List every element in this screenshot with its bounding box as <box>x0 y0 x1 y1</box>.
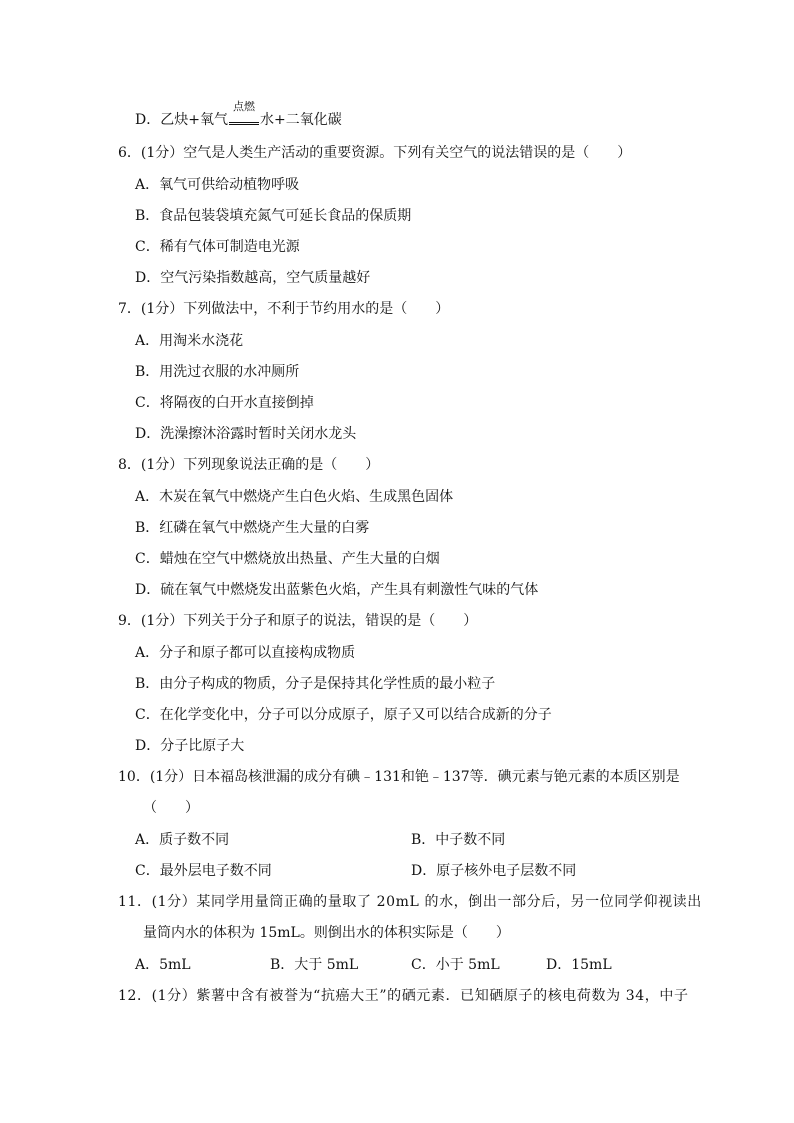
question-10-option-d: D．原子核外电子层数不同 <box>411 863 577 879</box>
question-8-option-b: B．红磷在氧气中燃烧产生大量的白雾 <box>135 520 370 536</box>
question-11-option-b: B．大于 5mL <box>270 957 359 973</box>
question-7-option-d: D．洗澡擦沐浴露时暂时关闭水龙头 <box>135 426 357 442</box>
question-7-option-a: A．用淘米水浇花 <box>135 333 244 349</box>
question-10-option-c: C．最外层电子数不同 <box>135 863 272 879</box>
question-6-option-a: A．氧气可供给动植物呼吸 <box>135 177 300 193</box>
question-9-option-d: D．分子比原子大 <box>135 738 245 754</box>
reaction-arrow <box>228 100 260 130</box>
question-10-stem-cont: （ ） <box>143 800 199 816</box>
question-6-option-b: B．食品包装袋填充氮气可延长食品的保质期 <box>135 208 412 224</box>
question-9-option-a: A．分子和原子都可以直接构成物质 <box>135 645 356 661</box>
q5-option-d-reactants: D．乙炔+氧气 <box>135 112 228 128</box>
question-9-option-c: C．在化学变化中，分子可以分成原子，原子又可以结合成新的分子 <box>135 707 552 723</box>
question-6-option-d: D．空气污染指数越高，空气质量越好 <box>135 270 371 286</box>
question-10-stem: 10．(1分）日本福岛核泄漏的成分有碘﹣131和铯﹣137等．碘元素与铯元素的本质区别是 <box>118 769 680 785</box>
question-9-stem: 9．(1分）下列关于分子和原子的说法，错误的是（ ） <box>118 613 478 629</box>
question-11-option-a: A．5mL <box>135 957 191 973</box>
question-7-stem: 7．(1分）下列做法中，不利于节约用水的是（ ） <box>118 301 450 317</box>
question-6-option-c: C．稀有气体可制造电光源 <box>135 239 300 255</box>
question-6-stem: 6．(1分）空气是人类生产活动的重要资源。下列有关空气的说法错误的是（ ） <box>118 145 632 161</box>
q5-option-d-products: 水+二氧化碳 <box>259 112 342 128</box>
question-8-option-c: C．蜡烛在空气中燃烧放出热量、产生大量的白烟 <box>135 551 440 567</box>
question-8-stem: 8．(1分）下列现象说法正确的是（ ） <box>118 457 380 473</box>
question-11-stem-cont: 量筒内水的体积为 15mL。则倒出水的体积实际是（ ） <box>143 925 510 941</box>
question-11-stem: 11．(1分）某同学用量筒正确的量取了 20mL 的水，倒出一部分后，另一位同学仰视读出 <box>118 894 702 910</box>
question-8-option-d: D．硫在氧气中燃烧发出蓝紫色火焰，产生具有刺激性气味的气体 <box>135 582 539 598</box>
question-10-option-b: B．中子数不同 <box>411 832 506 848</box>
question-12-stem: 12．(1分）紫薯中含有被誉为“抗癌大王”的硒元素．已知硒原子的核电荷数为 34，中子 <box>118 988 689 1004</box>
question-11-option-d: D．15mL <box>546 957 612 973</box>
question-7-option-b: B．用洗过衣服的水冲厕所 <box>135 364 300 380</box>
question-7-option-c: C．将隔夜的白开水直接倒掉 <box>135 395 314 411</box>
question-8-option-a: A．木炭在氧气中燃烧产生白色火焰、生成黑色固体 <box>135 489 454 505</box>
question-9-option-b: B．由分子构成的物质，分子是保持其化学性质的最小粒子 <box>135 676 496 692</box>
question-10-option-a: A．质子数不同 <box>135 832 230 848</box>
question-11-option-c: C．小于 5mL <box>411 957 500 973</box>
reaction-condition: 点燃 <box>232 100 255 113</box>
q5-option-d <box>135 100 342 130</box>
